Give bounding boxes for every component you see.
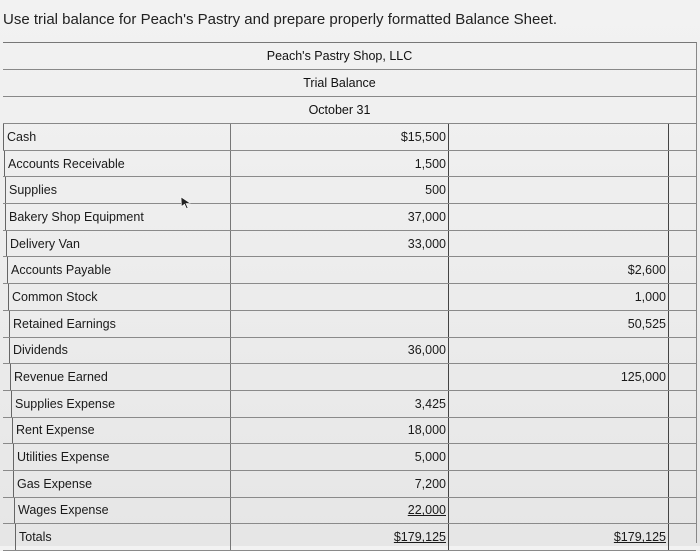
statement-date-row	[3, 97, 696, 124]
account-name: Gas Expense	[13, 471, 241, 497]
table-row	[3, 311, 696, 338]
credit-amount: 1,000	[449, 284, 669, 310]
credit-amount: $2,600	[449, 257, 669, 283]
credit-amount: 50,525	[449, 311, 669, 337]
account-name: Retained Earnings	[9, 311, 237, 337]
debit-amount	[230, 257, 449, 283]
statement-title: Trial Balance	[303, 76, 376, 90]
credit-amount	[449, 124, 669, 150]
account-name: Supplies	[5, 177, 233, 203]
question-text: Use trial balance for Peach's Pastry and prepare properly formatted Balance Sheet.	[3, 11, 557, 28]
debit-amount: 36,000	[230, 338, 449, 364]
table-row	[3, 364, 696, 391]
account-name: Common Stock	[8, 284, 236, 310]
table-row	[3, 231, 696, 258]
table-row	[3, 444, 696, 471]
credit-amount	[449, 444, 669, 470]
table-row	[3, 177, 696, 204]
account-name: Accounts Payable	[7, 257, 235, 283]
credit-amount	[449, 418, 669, 444]
account-name: Totals	[15, 524, 243, 550]
credit-amount	[449, 177, 669, 203]
credit-amount	[449, 338, 669, 364]
debit-amount	[230, 364, 449, 390]
account-name: Supplies Expense	[11, 391, 239, 417]
debit-amount: 33,000	[230, 231, 449, 257]
table-row	[3, 151, 696, 178]
mouse-pointer-icon	[180, 196, 192, 210]
table-row	[3, 524, 696, 551]
table-row	[3, 418, 696, 445]
table-row	[3, 284, 696, 311]
trial-balance-table	[3, 42, 697, 543]
account-name: Bakery Shop Equipment	[5, 204, 233, 230]
credit-amount	[449, 498, 669, 524]
debit-amount: $15,500	[230, 124, 449, 150]
table-row	[3, 391, 696, 418]
account-name: Dividends	[9, 338, 237, 364]
account-rows	[3, 124, 696, 551]
company-name-row	[3, 43, 696, 70]
debit-amount	[230, 311, 449, 337]
credit-amount	[449, 231, 669, 257]
debit-amount: $179,125	[230, 524, 449, 550]
credit-amount: $179,125	[449, 524, 669, 550]
credit-amount	[449, 204, 669, 230]
account-name: Accounts Receivable	[4, 151, 232, 177]
table-row	[3, 471, 696, 498]
account-name: Utilities Expense	[13, 444, 241, 470]
debit-amount: 18,000	[230, 418, 449, 444]
table-row	[3, 204, 696, 231]
debit-amount: 7,200	[230, 471, 449, 497]
debit-amount: 1,500	[230, 151, 449, 177]
debit-amount: 22,000	[230, 498, 449, 524]
credit-amount	[449, 391, 669, 417]
account-name: Wages Expense	[14, 498, 242, 524]
debit-amount: 5,000	[230, 444, 449, 470]
debit-amount: 37,000	[230, 204, 449, 230]
debit-amount: 3,425	[230, 391, 449, 417]
credit-amount	[449, 151, 669, 177]
account-name: Delivery Van	[6, 231, 234, 257]
statement-title-row	[3, 70, 696, 97]
account-name: Revenue Earned	[10, 364, 238, 390]
statement-date: October 31	[308, 103, 371, 117]
table-row	[3, 338, 696, 365]
account-name: Rent Expense	[12, 418, 240, 444]
company-name: Peach's Pastry Shop, LLC	[266, 49, 413, 63]
credit-amount: 125,000	[449, 364, 669, 390]
credit-amount	[449, 471, 669, 497]
debit-amount: 500	[230, 177, 449, 203]
debit-amount	[230, 284, 449, 310]
table-row	[3, 257, 696, 284]
table-row	[3, 124, 696, 151]
table-row	[3, 498, 696, 525]
account-name: Cash	[3, 124, 231, 150]
